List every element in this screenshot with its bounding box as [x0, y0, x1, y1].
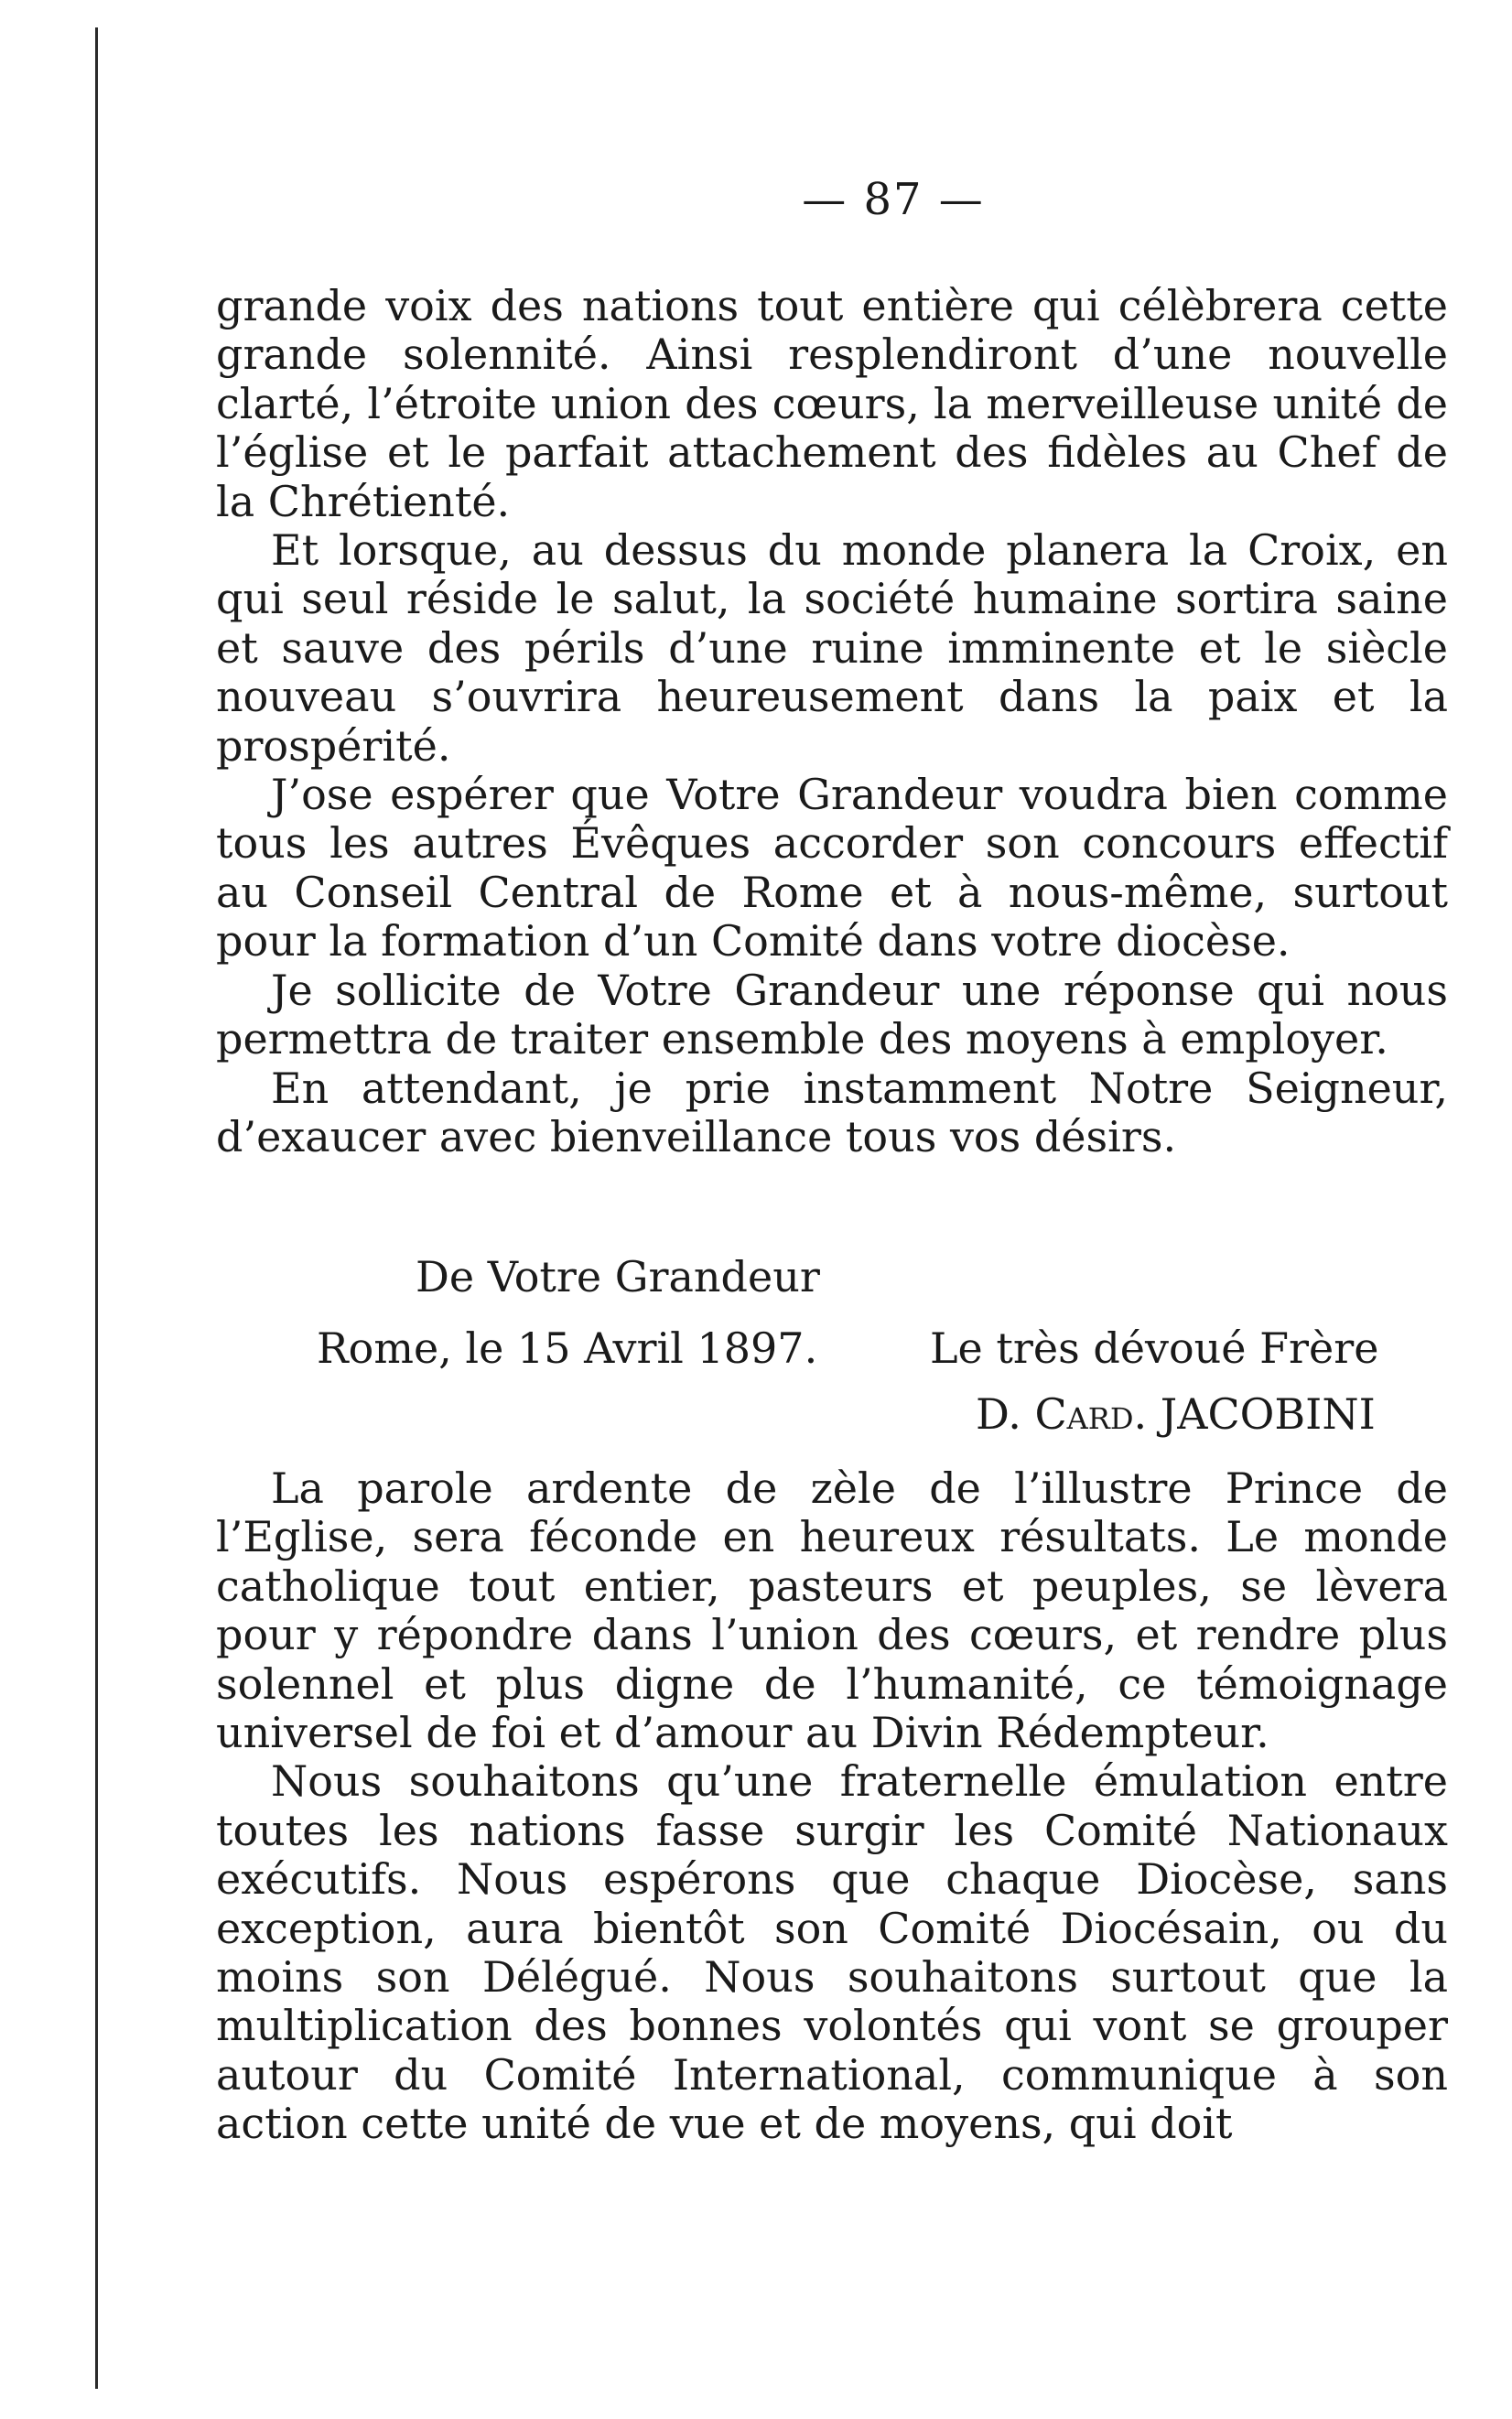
letter-closing: [216, 1252, 1448, 1453]
paragraph: Et lorsque, au dessus du monde planera la Croix, en qui seul réside le salut, la société humaine sortira saine et sauve des périls d’une ruine imminente et le siècle nouveau s’ouvrira heureusement dans la paix et la prospérité.: [216, 525, 1448, 771]
paragraph: Je sollicite de Votre Grandeur une réponse qui nous permettra de traiter ensemble des moyens à employer.: [216, 965, 1448, 1064]
sign-off: Le très dévoué Frère: [930, 1323, 1379, 1373]
signature: [976, 1389, 1376, 1439]
paragraph: grande voix des nations tout entière qui célèbrera cette grande solennité. Ainsi resplendiront d’une nouvelle clarté, l’étroite union des cœurs, la merveilleuse unité de l’église et le parfait attachement des fidèles au Chef de la Chrétienté.: [216, 281, 1448, 526]
salutation: De Votre Grandeur: [416, 1252, 820, 1301]
signature-prefix: D. Card.: [976, 1389, 1148, 1439]
place-date: Rome, le 15 Avril 1897.: [317, 1323, 818, 1373]
signature-name: JACOBINI: [1160, 1389, 1376, 1439]
body-text-top: [216, 282, 1448, 1161]
paragraph: J’ose espérer que Votre Grandeur voudra bien comme tous les autres Évêques accorder son concours effectif au Conseil Central de Rome et à nous-même, surtout pour la formation d’un Comité dans votre diocèse.: [216, 770, 1448, 967]
page-number: [0, 174, 1512, 225]
margin-rule: [95, 27, 98, 2389]
body-text-bottom: [216, 1464, 1448, 2149]
paragraph: En attendant, je prie instamment Notre Seigneur, d’exaucer avec bienveillance tous vos désirs.: [216, 1063, 1448, 1161]
paragraph: La parole ardente de zèle de l’illustre Prince de l’Eglise, sera féconde en heureux résultats. Le monde catholique tout entier, pasteurs et peuples, se lèvera pour y répondre dans l’union des cœurs, et rendre plus solennel et plus digne de l’humanité, ce témoignage universel de foi et d’amour au Divin Rédempteur.: [216, 1463, 1448, 1758]
paragraph: Nous souhaitons qu’une fraternelle émulation entre toutes les nations fasse surgir les Comité Nationaux exécutifs. Nous espérons que chaque Diocèse, sans exception, aura bientôt son Comité Diocésain, ou du moins son Délégué. Nous souhaitons surtout que la multiplication des bonnes volontés qui vont se grouper autour du Comité International, communique à son action cette unité de vue et de moyens, qui doit: [216, 1756, 1448, 2149]
page-number-text: — 87 —: [802, 174, 985, 225]
